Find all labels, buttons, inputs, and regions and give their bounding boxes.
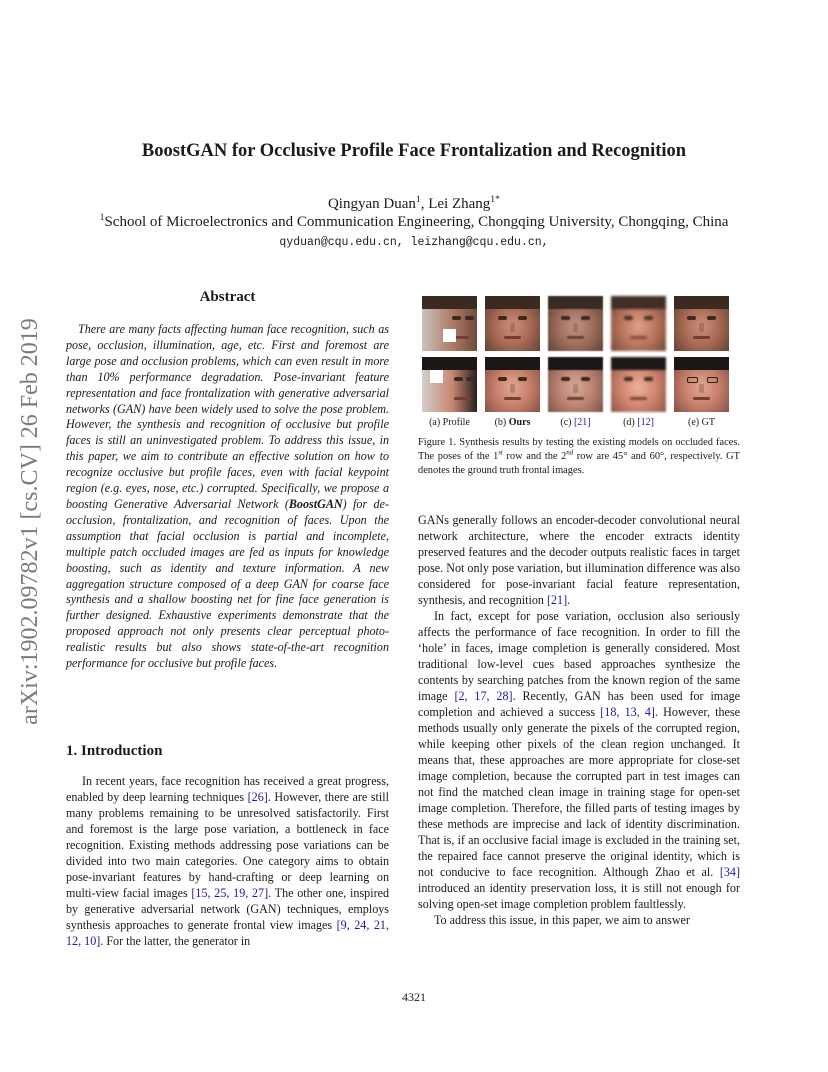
introduction-body	[66, 773, 389, 949]
abstract-text: There are many facts affecting human face recognition, such as pose, occlusion, illumination, age, etc. First and foremost are large pose and occlusion problems, which can even result in more than 10% performance degradation. Pose-invariant feature representation and face frontalization with generative adversarial networks (GAN) have been widely used to solve the pose problem. However, the synthesis and recognition of occlusive but profile faces is still an uninvestigated problem. To address this issue, in this paper, we aim to contribute an effective solution on how to recognize occlusive but profile faces, even with facial keypoint region (e.g. eyes, nose, etc.) corrupted. Specifically, we propose a boosting Generative Adversarial Network (	[66, 322, 389, 511]
face-image-ours-row2	[485, 357, 540, 412]
citation-link[interactable]: [21]	[573, 417, 591, 428]
affiliation-mark: 1	[99, 212, 105, 223]
caption-superscript: st	[498, 449, 503, 457]
abstract-bold-term: BoostGAN	[288, 496, 343, 511]
citation-link[interactable]: [26]	[247, 790, 268, 804]
intro-text: . However, there are still many problems remaining to be unresolved satisfactorily. First and foremost is the large pose variation, a bottleneck in face recognition. Existing methods addressing pose variations can be divided into two main categories. One category aims to obtain pose-invariant features by hand-crafting or deep learning on multi-view facial images	[66, 790, 389, 900]
body-paragraph	[418, 512, 740, 608]
face-image-ground-truth-row1	[674, 296, 729, 351]
face-image-method12-row1	[611, 296, 666, 351]
body-text: .	[567, 593, 571, 607]
caption-text: row and the 2	[502, 451, 567, 462]
body-text: GANs generally follows an encoder-decoder convolutional neural network architecture, where the encoder extracts identity preserved features and the decoder outputs realistic faces in target pose. Not only pose variation, but illumination difference was also considered for pose-invariant facial feature representation, synthesis, and recognition	[418, 513, 740, 607]
citation-link[interactable]: [15, 25, 19, 27]	[191, 886, 269, 900]
face-image-ours-row1	[485, 296, 540, 351]
subfigure-label-method21	[544, 417, 607, 428]
caption-superscript: nd	[566, 449, 574, 457]
face-image-profile-row2	[422, 357, 477, 412]
caption-text: and 60°, respectively. GT denotes the ground truth frontal images.	[418, 451, 740, 476]
body-paragraph: To address this issue, in this paper, we aim to answer	[434, 913, 690, 927]
citation-link[interactable]: [12]	[637, 417, 654, 428]
abstract-text: ) for de-occlusion, frontalization, and recognition of faces. Upon the assumption that facial occlusion is partial and incomplete, multiple patch occluded images are fed as inputs for knowledge boosting, such as identity and texture information. A new aggregation structure composed of a deep GAN for coarse face synthesis and a shallow boosting net for fine face generation is further designed. Exhaustive experiments demonstrate that the proposed approach not only presents clear perceptual photo-realistic results but also shows state-of-the-art recognition performance for occlusive but profile faces.	[66, 496, 389, 671]
figure-caption	[418, 436, 740, 478]
face-image-method12-row2	[611, 357, 666, 412]
subfigure-label-method12	[607, 417, 670, 428]
author-emails: qyduan@cqu.edu.cn, leizhang@cqu.edu.cn,	[279, 236, 549, 249]
body-text: . However, these methods usually only generate the pixels of the corrupted region, while keeping other pixels of the clean region unchanged. It means that, these approaches are more appropriate for close-set image completion, because the corrupted part in test images can not find the matched clean image in training stage for open-set image completion. Therefore, the filled parts of testing images by these methods are imprecise and lack of identity discrimination. That is, if an occlusive facial image is excluded in the training set, the repaired face cannot preserve the original identity, which is not conducive to face recognition. Although Zhao et al.	[418, 705, 740, 879]
figure-image-grid	[418, 296, 740, 412]
subfigure-label-prefix: (d)	[623, 417, 638, 428]
subfigure-label-bold: Ours	[508, 417, 531, 428]
subfigure-label-ground-truth: (e) GT	[688, 417, 715, 428]
page-number: 4321	[402, 990, 426, 1004]
arxiv-id-text: arXiv:1902.09782v1 [cs.CV] 26 Feb 2019	[16, 317, 43, 725]
caption-text: row are 45°	[573, 451, 628, 462]
intro-text: . The other one, inspired by generative adversarial network (GAN) techniques, employs synthesis approaches to generate frontal view images	[66, 886, 390, 932]
author-affil-mark: 1	[415, 194, 421, 205]
body-paragraph	[418, 608, 740, 912]
affiliation-text: School of Microelectronics and Communication Engineering, Chongqing University, Chongqing, China	[104, 214, 729, 230]
caption-text: Figure 1. Synthesis results by testing the existing models on occluded faces. The poses of the 1	[418, 437, 740, 462]
face-image-ground-truth-row2	[674, 357, 729, 412]
figure-1	[418, 296, 740, 478]
subfigure-label-profile: (a) Profile	[429, 417, 470, 428]
body-text: In fact, except for pose variation, occlusion also seriously affects the performance of face recognition. In order to fill the ‘hole’ in faces, image completion is generally considered. Most traditional low-level cues based approaches synthesize the contents by searching patches from the known region of the same image	[418, 609, 740, 703]
face-image-profile-row1	[422, 296, 477, 351]
citation-link[interactable]: [18, 13, 4]	[600, 705, 655, 719]
section-heading-introduction: 1. Introduction	[66, 743, 163, 759]
figure-subfigure-labels	[418, 417, 740, 428]
intro-text: In recent years, face recognition has received a great progress, enabled by deep learning techniques	[66, 774, 389, 804]
subfigure-label-prefix: (b)	[494, 417, 509, 428]
affiliation	[30, 214, 798, 231]
arxiv-identifier-stamp	[8, 286, 52, 756]
author-separator: ,	[420, 196, 429, 212]
author-affil-mark: 1*	[490, 194, 501, 205]
body-text: . Recently, GAN has been used for image completion and achieved a success	[418, 689, 740, 719]
intro-text: . For the latter, the generator in	[100, 934, 251, 948]
subfigure-label-ours	[481, 417, 544, 428]
abstract-body	[66, 322, 389, 672]
abstract-paragraph	[66, 322, 389, 672]
citation-link[interactable]: [9, 24, 21, 12, 10]	[66, 918, 390, 948]
citation-link[interactable]: [21]	[546, 593, 568, 607]
face-image-method21-row2	[548, 357, 603, 412]
citation-link[interactable]: [34]	[719, 865, 740, 879]
right-column-body	[418, 512, 740, 928]
face-image-method21-row1	[548, 296, 603, 351]
subfigure-label-prefix: (c)	[560, 417, 574, 428]
author-name: Lei Zhang	[428, 196, 491, 212]
intro-paragraph	[66, 773, 389, 949]
body-text: introduced an identity preservation loss, it is still not enough for solving open-set image completion problem faultlessly.	[418, 881, 740, 911]
author-name: Qingyan Duan	[327, 196, 416, 212]
citation-link[interactable]: [2, 17, 28]	[454, 689, 513, 703]
abstract-heading: Abstract	[199, 289, 256, 305]
author-line	[60, 196, 768, 213]
paper-title: BoostGAN for Occlusive Profile Face Frontalization and Recognition	[141, 141, 687, 161]
